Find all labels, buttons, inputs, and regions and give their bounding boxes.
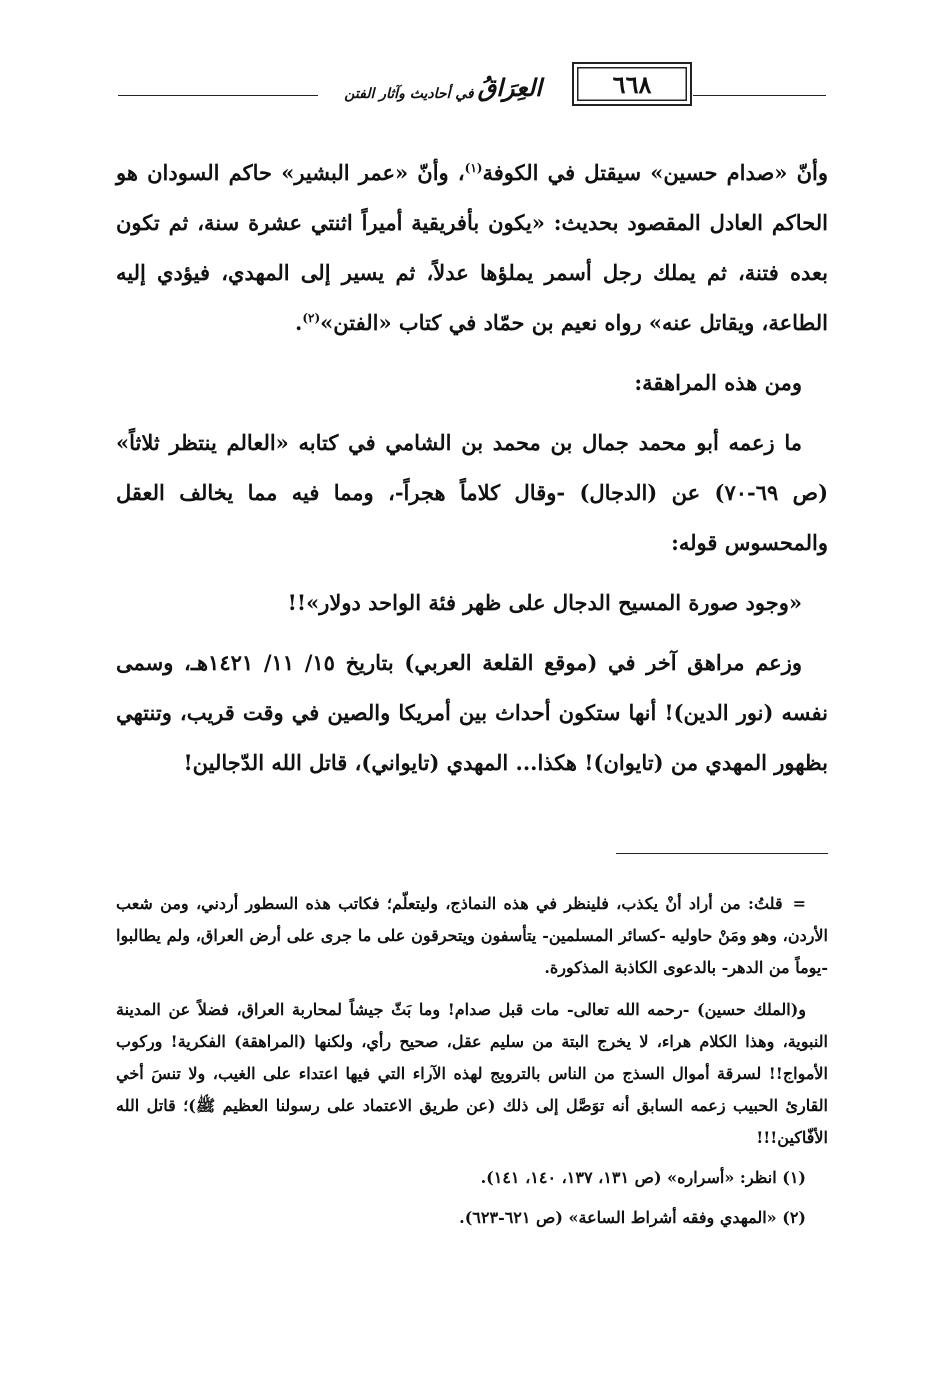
paragraph: وزعم مراهق آخر في (موقع القلعة العربي) بتاريخ ١٥/ ١١/ ١٤٢١هـ، وسمى نفسه (نور الدين)! أنها ستكون أحداث بين أمريكا والصين في وقت قريب، وتنتهي بظهور المهدي من (تايوان)! هكذا... المهدي (تايواني)، قاتل الله الدّجالين! <box>116 650 828 775</box>
main-text <box>116 148 828 788</box>
footnotes <box>116 888 828 1234</box>
paragraph <box>116 148 828 348</box>
quote: «وجود صورة المسيح الدجال على ظهر فئة الواحد دولار»!! <box>287 590 802 615</box>
paragraph-text: وأنّ «صدام حسين» سيقتل في الكوفة <box>482 160 828 185</box>
footnote-separator <box>616 853 828 854</box>
footnote-2: (٢) «المهدي وفقه أشراط الساعة» (ص ٦٢١-٦٢٣). <box>459 1208 806 1227</box>
book-title-sub: في أحاديث وآثار الفتن <box>344 86 474 102</box>
paragraph-end: . <box>295 310 303 335</box>
continuation-mark: = <box>792 894 807 913</box>
footnote-text: قلتُ: من أراد أنْ يكذب، فلينظر في هذه النماذج، وليتعلّم؛ فكاتب هذه السطور أردني، ومن شعب الأردن، وهو ومَنْ حاوليه -كسائر المسلمين- يتأسفون ويتحرقون على ما جرى على أرض العراق، ولم يطالبوا -يوماً من الدهر- بالدعوى الكاذبة المذكورة. <box>116 894 828 977</box>
book-title <box>318 68 568 102</box>
footnote-paragraph: و(الملك حسين) -رحمه الله تعالى- مات قبل صدام! وما بَثّ جيشاً لمحاربة العراق، فضلاً عن المدينة النبوية، وهذا الكلام هراء، لا يخرج البتة من سليم عقل، صحيح رأي، ولكنها (المراهقة) الفكرية! وركوب الأمواج!! لسرقة أموال السذج من الناس بالترويج لهذه الآراء التي فيها اعتداء على الغيب، ولا تنسَ أخي القارئ الحبيب زعمه السابق أنه توَصَّل إلى ذلك (عن طريق الاعتماد على رسولنا العظيم ﷺ)؛ قاتل الله الأفّاكين!!! <box>116 1000 829 1147</box>
footnote-paragraph <box>116 888 828 984</box>
paragraph-text: ، وأنّ «عمر البشير» حاكم السودان هو الحاكم العادل المقصود بحديث: «يكون بأفريقية أميراً اثنتي عشرة سنة، ثم تكون بعده فتنة، ثم يملك رجل أسمر يملؤها عدلاً، ثم يسير إلى المهدي، فيؤدي إليه الطاعة، ويقاتل عنه» رواه نعيم بن حمّاد في كتاب «الفتن» <box>116 160 828 335</box>
header-rule-right <box>693 95 826 96</box>
running-header <box>118 62 826 114</box>
footnote-ref-2: (٢) <box>302 311 321 325</box>
paragraph: ومن هذه المراهقة: <box>634 370 802 395</box>
book-title-main: العِرَاقُ <box>477 73 542 102</box>
header-rule-left <box>118 95 318 96</box>
page-number: ٦٦٨ <box>572 62 692 106</box>
footnote-ref-1: (١) <box>464 161 483 175</box>
footnote-1: (١) انظر: «أسراره» (ص ١٣١، ١٣٧، ١٤٠، ١٤١). <box>480 1168 806 1187</box>
paragraph: ما زعمه أبو محمد جمال بن محمد بن الشامي في كتابه «العالم ينتظر ثلاثاً» (ص ٦٩-٧٠) عن (الدجال) -وقال كلاماً هجراً-، ومما فيه مما يخالف العقل والمحسوس قوله: <box>116 430 828 555</box>
